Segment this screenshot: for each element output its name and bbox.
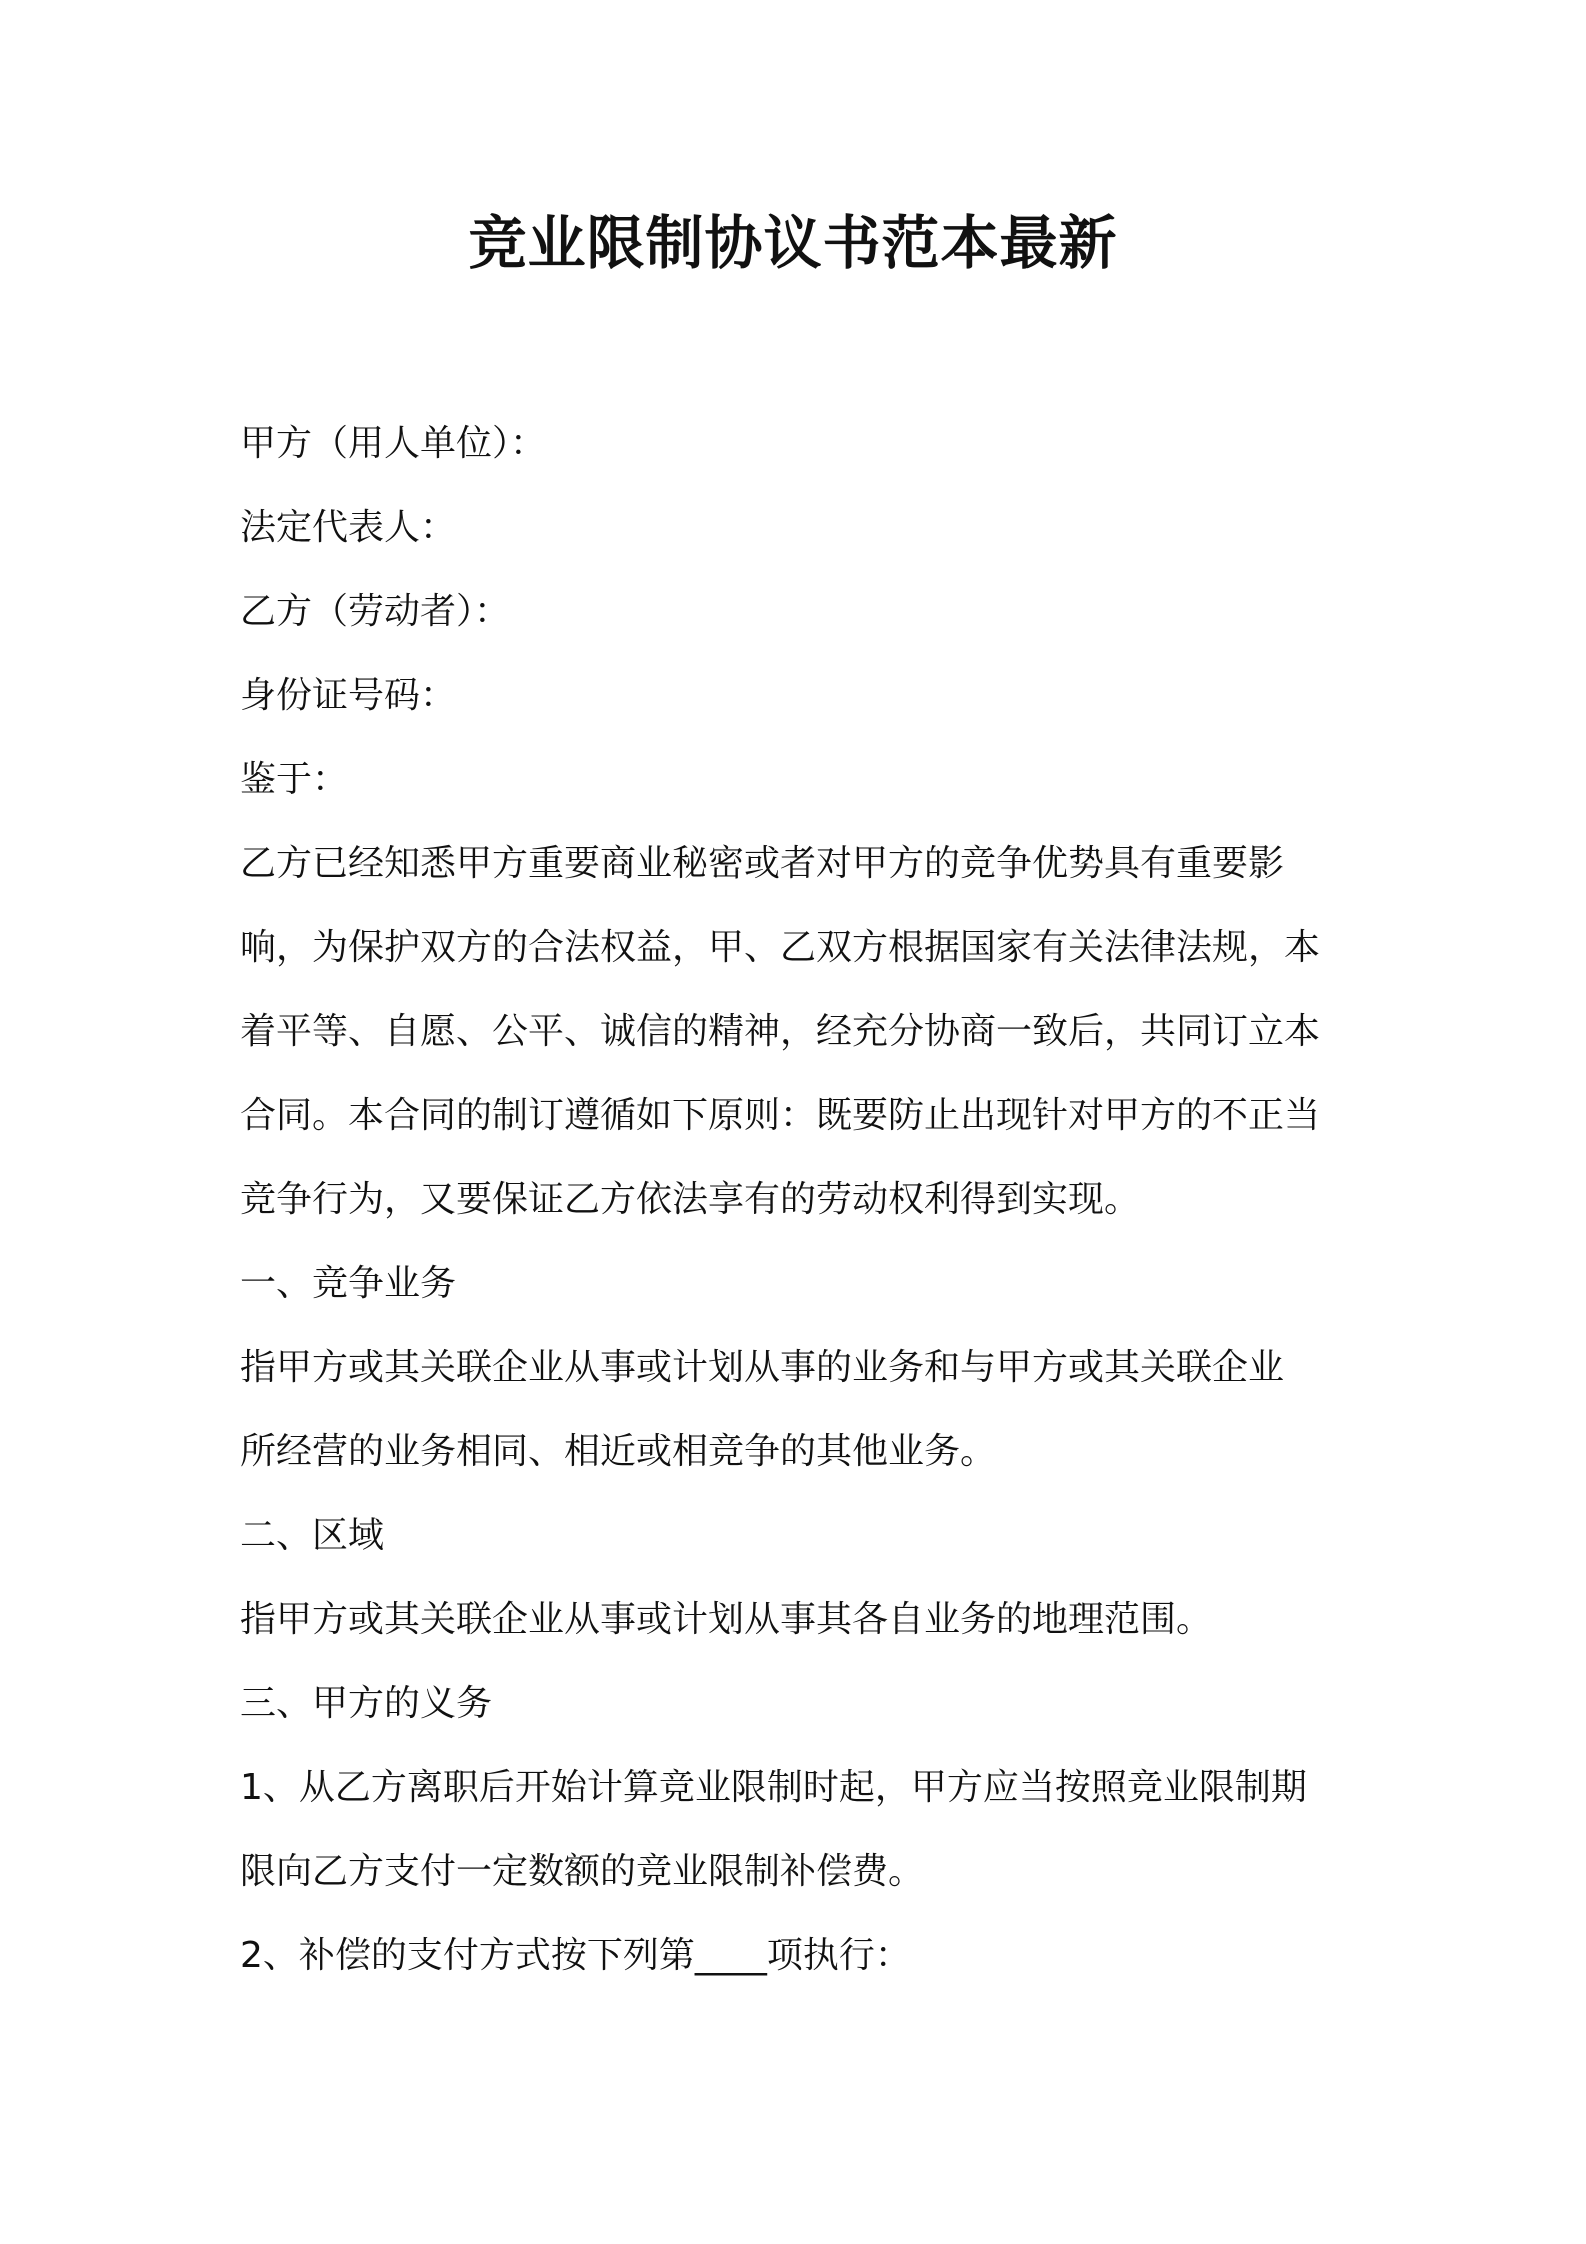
document-title: 竞业限制协议书范本最新 [468, 209, 1118, 277]
document-body [240, 402, 1350, 1998]
field-party-a: 甲方（用人单位）： [240, 423, 547, 464]
recital-text-line: 响，为保护双方的合法权益，甲、乙双方根据国家有关法律法规，本 [240, 927, 1321, 968]
recital-text-line: 竞争行为，又要保证乙方依法享有的劳动权利得到实现。 [240, 1179, 1141, 1220]
section-heading-competitive-business: 一、竞争业务 [240, 1263, 457, 1304]
section-text-line: 所经营的业务相同、相近或相竞争的其他业务。 [240, 1431, 997, 1472]
clause-text-line: 2、补偿的支付方式按下列第____项执行： [240, 1935, 911, 1976]
section-text-line: 指甲方或其关联企业从事或计划从事的业务和与甲方或其关联企业 [240, 1347, 1285, 1388]
clause-text-line: 1、从乙方离职后开始计算竞业限制时起，甲方应当按照竞业限制期 [240, 1767, 1307, 1808]
clause-text-line: 限向乙方支付一定数额的竞业限制补偿费。 [240, 1851, 925, 1892]
recital-text-line: 着平等、自愿、公平、诚信的精神，经充分协商一致后，共同订立本 [240, 1011, 1321, 1052]
recital-heading: 鉴于： [240, 759, 349, 800]
field-legal-representative: 法定代表人： [240, 507, 457, 548]
section-heading-party-a-obligations: 三、甲方的义务 [240, 1683, 493, 1724]
field-id-number: 身份证号码： [240, 675, 457, 716]
section-heading-region: 二、区域 [240, 1515, 385, 1556]
recital-text-line: 乙方已经知悉甲方重要商业秘密或者对甲方的竞争优势具有重要影 [240, 843, 1285, 884]
recital-text-line: 合同。本合同的制订遵循如下原则：既要防止出现针对甲方的不正当 [240, 1095, 1321, 1136]
section-text-line: 指甲方或其关联企业从事或计划从事其各自业务的地理范围。 [240, 1599, 1213, 1640]
field-party-b: 乙方（劳动者）： [240, 591, 511, 632]
